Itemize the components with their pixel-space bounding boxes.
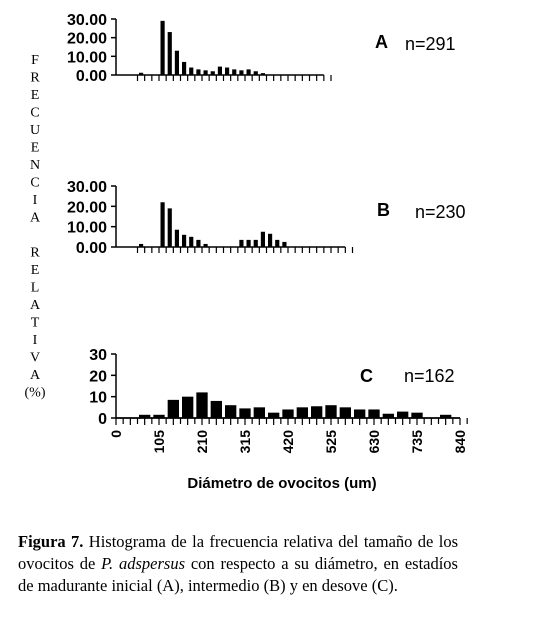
histogram-bar: [225, 68, 229, 75]
ylabel-letter: I: [32, 333, 38, 348]
ylabel-letter: I: [32, 193, 38, 208]
caption-text-1: Histograma de la frecuencia relativa del tamaño de los ovocitos de: [18, 532, 458, 573]
y-axis-label-vertical: [25, 53, 46, 401]
histogram-bar: [254, 407, 265, 418]
y-tick-label: 0.00: [75, 68, 107, 85]
y-tick-label: 10: [89, 389, 107, 407]
x-axis-label: Diámetro de ovocitos (um): [187, 475, 377, 492]
x-tick-label: 105: [151, 430, 167, 454]
panel-b-y-ticks: [67, 179, 107, 257]
histogram-bar: [182, 397, 193, 418]
histogram-bar: [311, 406, 322, 418]
panel-c-bars: [139, 392, 451, 418]
ylabel-letter: E: [30, 140, 40, 156]
panel-b: [67, 179, 466, 257]
histogram-bar: [247, 69, 251, 75]
panel-b-bars: [139, 202, 287, 247]
panel-a-letter: A: [375, 32, 388, 52]
panel-c-n-label: n=162: [404, 366, 455, 386]
histogram-bar: [196, 392, 207, 418]
ylabel-letter: A: [29, 298, 41, 313]
ylabel-letter: A: [29, 210, 41, 226]
ylabel-letter: U: [29, 123, 41, 138]
panel-b-letter: B: [377, 200, 390, 220]
histogram-bar: [239, 408, 250, 418]
histogram-bar: [368, 409, 379, 418]
y-tick-label: 30.00: [66, 179, 107, 196]
caption-label: Figura 7.: [18, 532, 84, 551]
y-tick-label: 20.00: [66, 199, 107, 217]
histogram-bar: [275, 240, 279, 247]
x-tick-label: 0: [108, 430, 124, 438]
histogram-bar: [225, 405, 236, 418]
histogram-bar: [325, 405, 336, 418]
x-tick-label: 735: [409, 430, 425, 454]
panel-a-bars: [139, 21, 265, 75]
panel-c-letter: C: [360, 366, 373, 386]
ylabel-letter: T: [30, 315, 40, 331]
histogram-bar: [354, 409, 365, 418]
histogram-bar: [297, 407, 308, 418]
histogram-bar: [282, 242, 286, 247]
histogram-bar: [268, 234, 272, 247]
y-tick-label: 10.00: [66, 219, 107, 237]
ylabel-letter: C: [30, 105, 40, 121]
histogram-bar: [218, 67, 222, 75]
ylabel-letter: R: [30, 70, 40, 86]
histogram-bar: [282, 409, 293, 418]
y-tick-label: 20.00: [66, 30, 107, 48]
histogram-bar: [189, 68, 193, 75]
y-tick-label: 30.00: [66, 12, 107, 29]
histogram-bar: [196, 240, 200, 247]
histogram-bar: [397, 412, 408, 418]
ylabel-letter: A: [29, 368, 41, 383]
y-tick-label: 10.00: [66, 49, 107, 67]
y-tick-label: 0: [98, 411, 107, 428]
caption-species: P. adspersus: [101, 554, 186, 573]
ylabel-letter: N: [29, 158, 41, 173]
panel-c-y-ticks: [89, 347, 107, 428]
histogram-bar: [161, 21, 165, 75]
ylabel-letter: L: [30, 280, 40, 296]
histogram-bar: [161, 202, 165, 247]
ylabel-letter: V: [29, 350, 41, 366]
panel-b-n-label: n=230: [415, 202, 466, 222]
figure-caption: [18, 531, 458, 597]
ylabel-letter: E: [30, 263, 40, 278]
x-tick-label: 525: [323, 430, 339, 454]
ylabel-letter: F: [31, 53, 39, 68]
histogram-bar: [411, 413, 422, 418]
histogram-bar: [182, 62, 186, 75]
panel-c-x-tick-labels: [108, 430, 468, 454]
histogram-bar: [340, 407, 351, 418]
histogram-bar: [232, 69, 236, 75]
y-tick-label: 0.00: [75, 240, 107, 257]
ylabel-letter: C: [30, 175, 40, 191]
x-tick-label: 840: [452, 430, 468, 454]
y-tick-label: 20: [89, 368, 107, 386]
histogram-bar: [175, 230, 179, 247]
histogram-bar: [196, 69, 200, 75]
y-tick-label: 30: [89, 347, 107, 364]
panel-a: [67, 12, 456, 85]
histogram-bar: [247, 240, 251, 247]
histogram-bar: [239, 240, 243, 247]
histogram-bar: [168, 400, 179, 418]
histogram-bar: [189, 237, 193, 247]
ylabel-letter: E: [30, 88, 40, 103]
panel-a-y-ticks: [67, 12, 107, 85]
histogram-bar: [211, 401, 222, 418]
histogram-bar: [168, 32, 172, 75]
histogram-bar: [168, 208, 172, 247]
x-tick-label: 210: [194, 430, 210, 454]
histogram-bar: [268, 413, 279, 418]
panel-a-n-label: n=291: [405, 34, 456, 54]
histogram-bar: [254, 240, 258, 247]
x-tick-label: 315: [237, 430, 253, 454]
panel-c: [89, 347, 468, 453]
histogram-bar: [261, 232, 265, 247]
x-tick-label: 420: [280, 430, 296, 454]
panel-b-axes: [111, 186, 353, 253]
x-tick-label: 630: [366, 430, 382, 454]
ylabel-letter: R: [30, 245, 40, 261]
caption-text-2: con respecto a su diámetro, en estadíos de madurante inicial (A), intermedio (B) y en desove (C).: [18, 554, 458, 595]
histogram-bar: [175, 51, 179, 75]
ylabel-letter: (%): [24, 385, 46, 401]
histogram-bar: [182, 235, 186, 247]
